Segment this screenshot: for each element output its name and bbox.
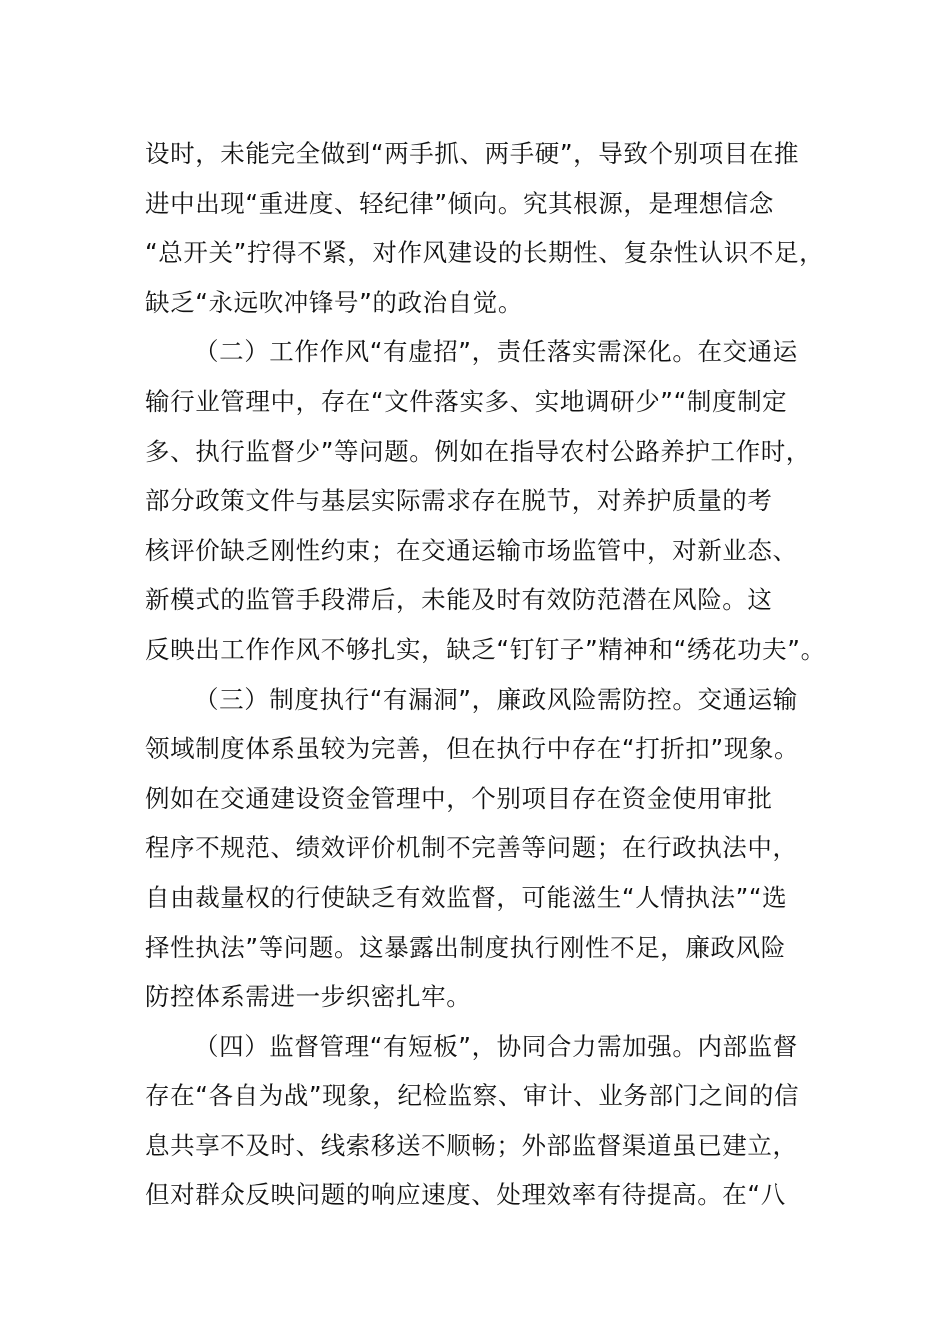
text-line: 输行业管理中，存在“文件落实多、实地调研少”“制度制定	[145, 386, 788, 416]
text-line: 防控体系需进一步织密扎牢。	[145, 982, 472, 1012]
text-line: 缺乏“永远吹冲锋号”的政治自觉。	[145, 287, 523, 317]
text-line: 自由裁量权的行使缺乏有效监督，可能滋生“人情执法”“选	[145, 882, 788, 912]
text-line: 进中出现“重进度、轻纪律”倾向。究其根源，是理想信念	[145, 188, 774, 218]
body-text	[145, 129, 835, 1220]
text-line: 息共享不及时、线索移送不顺畅；外部监督渠道虽已建立，	[145, 1130, 798, 1160]
text-line: 存在“各自为战”现象，纪检监察、审计、业务部门之间的信	[145, 1081, 800, 1111]
text-line: 择性执法”等问题。这暴露出制度执行刚性不足，廉政风险	[145, 932, 786, 962]
text-line: 新模式的监管手段滞后，未能及时有效防范潜在风险。这	[145, 585, 773, 615]
text-line: “总开关”拧得不紧，对作风建设的长期性、复杂性认识不足，	[145, 238, 825, 268]
text-line: 设时，未能完全做到“两手抓、两手硬”，导致个别项目在推	[145, 139, 800, 168]
text-line: 部分政策文件与基层实际需求存在脱节，对养护质量的考	[145, 486, 773, 516]
text-line: 程序不规范、绩效评价机制不完善等问题；在行政执法中，	[145, 833, 798, 863]
paragraph-first-line: （四）监督管理“有短板”，协同合力需加强。内部监督	[194, 1031, 798, 1061]
text-line: 反映出工作作风不够扎实，缺乏“钉钉子”精神和“绣花功夫”。	[145, 634, 826, 664]
text-line: 但对群众反映问题的响应速度、处理效率有待提高。在“八	[145, 1180, 786, 1210]
text-line: 多、执行监督少”等问题。例如在指导农村公路养护工作时，	[145, 436, 811, 466]
paragraph-first-line: （三）制度执行“有漏洞”，廉政风险需防控。交通运输	[194, 684, 798, 714]
text-line: 领域制度体系虽较为完善，但在执行中存在“打折扣”现象。	[145, 734, 800, 764]
text-line: 核评价缺乏刚性约束；在交通运输市场监管中，对新业态、	[145, 535, 798, 565]
paragraph-first-line: （二）工作作风“有虚招”，责任落实需深化。在交通运	[194, 337, 798, 367]
text-line: 例如在交通建设资金管理中，个别项目存在资金使用审批	[145, 783, 773, 813]
